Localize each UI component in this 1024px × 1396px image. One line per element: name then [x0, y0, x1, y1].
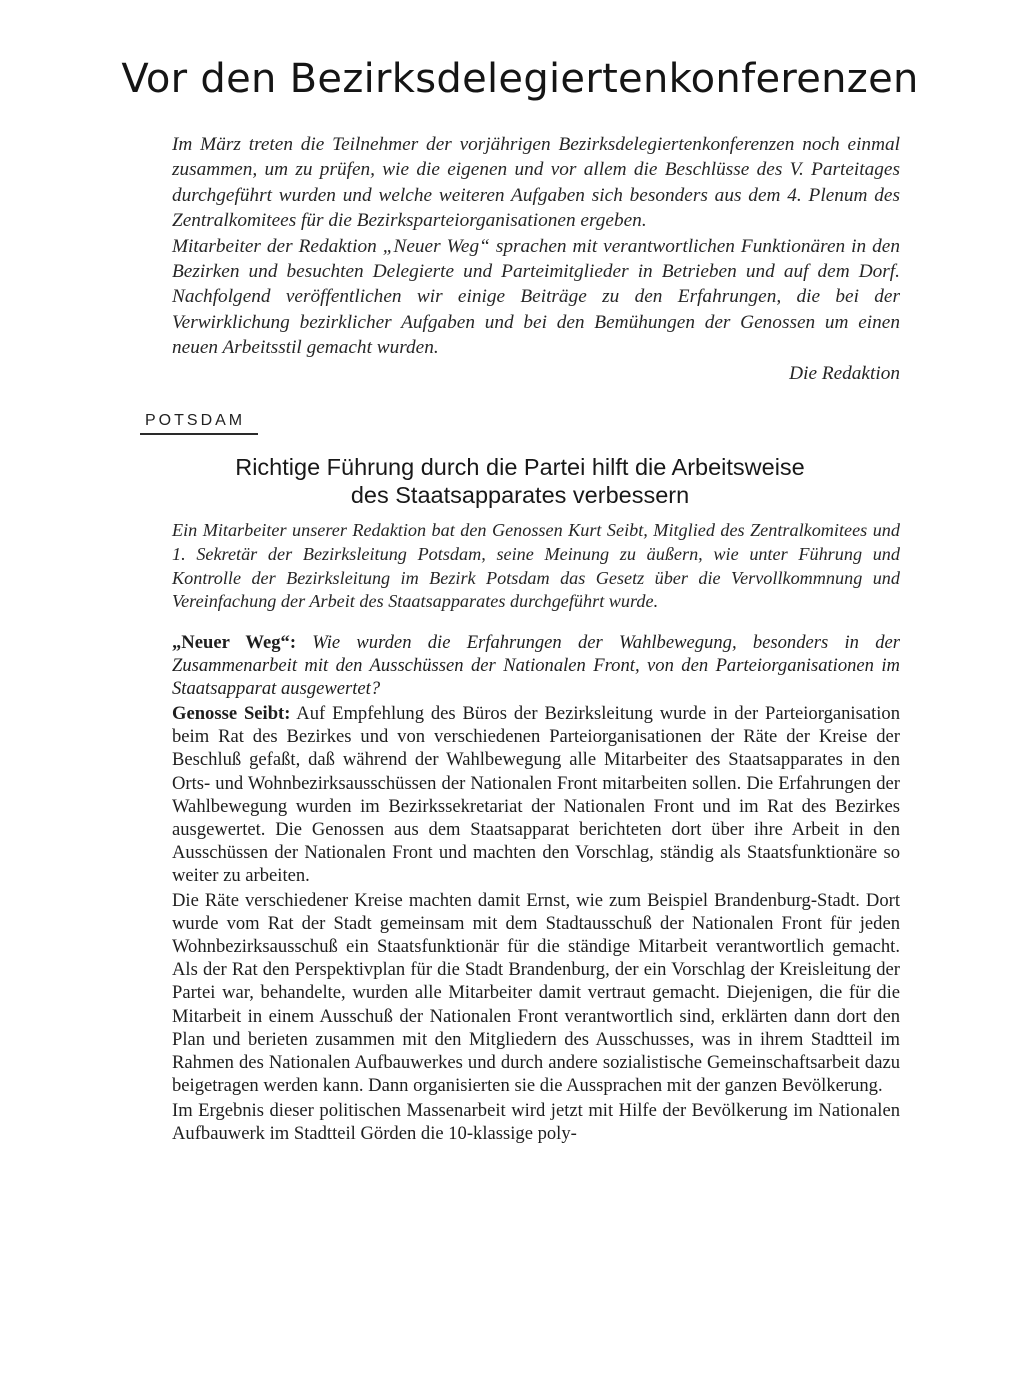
intro-paragraph-2: Mitarbeiter der Redaktion „Neuer Weg“ sprachen mit verantwortlichen Funktionären in den Bezirken und besuchten Delegierte und Parteimitglieder in Betrieben und auf dem Dorf. Nachfolgend veröffentlichen wir einige Beiträge zu den Erfahrungen, die bei der Verwirklichung bezirklicher Aufgaben und bei den Bemühungen der Genossen um einen neuen Arbeitsstil gemacht wurden. [172, 235, 900, 359]
body-paragraph-3: Im Ergebnis dieser politischen Massenarbeit wird jetzt mit Hilfe der Bevölkerung im Nationalen Aufbauwerk im Stadtteil Görden die 10-klassige poly- [172, 1099, 900, 1144]
article-headline [120, 453, 920, 509]
section-underline [140, 433, 258, 435]
section-label: POTSDAM [145, 412, 246, 429]
answer-text: Auf Empfehlung des Büros der Bezirksleitung wurde in der Parteiorganisation beim Rat des Bezirkes und von verschiedenen Parteiorganisationen der Räte der Kreise der Beschluß gefaßt, daß während der Wahlbewegung alle Mitarbeiter des Staatsapparates in den Orts- und Wohnbezirksausschüssen der Nationalen Front mitarbeiten sollen. Die Erfahrungen der Wahlbewegung wurden im Bezirkssekretariat der Nationalen Front und im Rat des Bezirkes ausgewertet. Die Genossen aus dem Staatsapparat berichteten dort über ihre Arbeit in den Ausschüssen der Nationalen Front und machten den Vorschlag, ständig als Staatsfunktionäre so weiter zu arbeiten. [172, 703, 900, 886]
editorial-intro [172, 132, 900, 386]
interview-answer [172, 702, 900, 887]
headline-line-2: des Staatsapparates verbessern [350, 482, 690, 508]
question-text: Wie wurden die Erfahrungen der Wahlbewegung, besonders in der Zusammenarbeit mit den Ausschüssen der Nationalen Front, von den Parteiorganisationen im Staatsapparat ausgewertet? [172, 632, 900, 700]
question-speaker: „Neuer Weg“: [172, 632, 297, 653]
headline-line-1: Richtige Führung durch die Partei hilft die Arbeitsweise [235, 454, 805, 480]
intro-paragraph-1: Im März treten die Teilnehmer der vorjährigen Bezirksdelegiertenkonferenzen noch einmal zusammen, um zu prüfen, wie die eigenen und vor allem die Beschlüsse des V. Parteitages durchgeführt wurden und welche weiteren Aufgaben sich besonders aus dem 4. Plenum des Zentralkomitees für die Bezirksparteiorganisationen ergeben. [172, 134, 900, 232]
editorial-signature: Die Redaktion [789, 362, 900, 384]
interview-question [172, 631, 900, 700]
page-title: Vor den Bezirksdelegiertenkonferenzen [121, 56, 919, 102]
answer-speaker: Genosse Seibt: [172, 703, 291, 725]
body-paragraph-2: Die Räte verschiedener Kreise machten damit Ernst, wie zum Beispiel Brandenburg-Stadt. Dort wurde vom Rat der Stadt gemeinsam mit dem Stadtausschuß der Nationalen Front für jeden Wohnbezirksausschuß ein Staatsfunktionär für die ständige Mitarbeit verantwortlich gemacht. Als der Rat den Perspektivplan für die Stadt Brandenburg, der ein Vorschlag der Kreisleitung der Partei war, behandelte, wurden alle Mitarbeiter damit vertraut gemacht. Diejenigen, die für die Mitarbeit in einem Ausschuß der Nationalen Front verantwortlich sind, erklärten dann dort den Plan und berieten zusammen mit den Mitgliedern des Ausschusses, was in ihrem Stadtteil im Rahmen des Nationalen Aufbauwerkes und durch andere sozialistische Gemeinschaftsarbeit dazu beigetragen werden kann. Dann organisierten sie die Aussprachen mit der ganzen Bevölkerung. [172, 890, 900, 1096]
article-lead: Ein Mitarbeiter unserer Redaktion bat den Genossen Kurt Seibt, Mitglied des Zentralkomitees und 1. Sekretär der Bezirksleitung Potsdam, seine Meinung zu äußern, wie unter Führung und Kontrolle der Bezirksleitung im Bezirk Potsdam das Gesetz über die Vervollkommnung und Vereinfachung der Arbeit des Staatsapparates durchgeführt wurde. [172, 520, 900, 612]
article-body [172, 631, 900, 1145]
